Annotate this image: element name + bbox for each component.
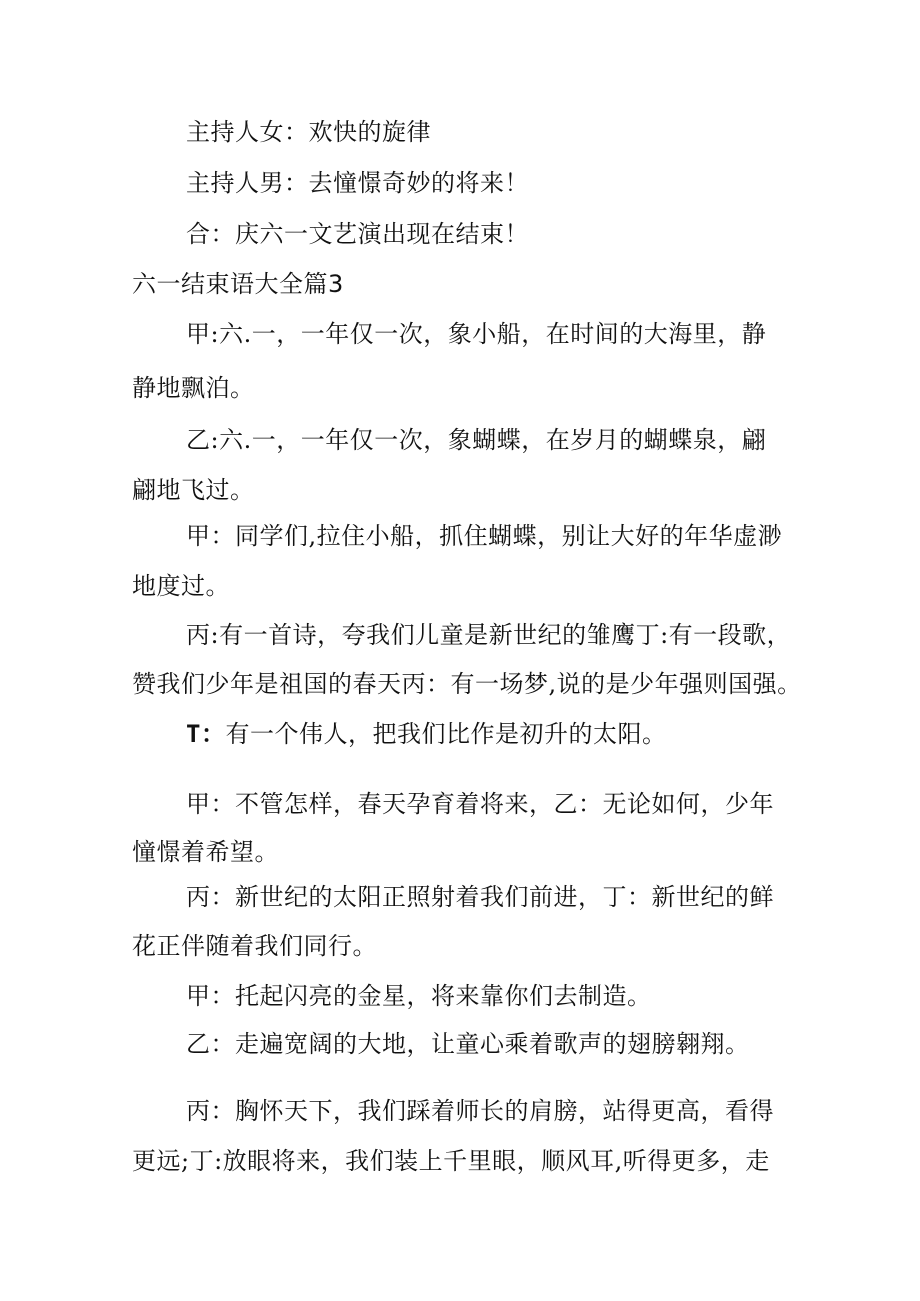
- paragraph-line: 丙:有一首诗，夸我们儿童是新世纪的雏鹰丁:有一段歌，: [186, 621, 792, 649]
- paragraph-line: 憧憬着希望。: [132, 838, 279, 866]
- paragraph-line: 甲：托起闪亮的金星，将来靠你们去制造。: [186, 982, 652, 1010]
- speaker-label: T：: [186, 720, 226, 748]
- paragraph-line: 更远;丁:放眼将来，我们装上千里眼，顺风耳,听得更多，走: [132, 1147, 770, 1175]
- paragraph-line: 地度过。: [132, 572, 230, 600]
- paragraph-text: 有一个伟人，把我们比作是初升的太阳。: [225, 720, 667, 748]
- paragraph-line: [186, 718, 666, 750]
- paragraph-line: 乙:六.一，一年仅一次，象蝴蝶，在岁月的蝴蝶泉，翩: [186, 426, 767, 454]
- paragraph-line: 翩地飞过。: [132, 476, 255, 504]
- paragraph-line: 丙：胸怀天下，我们踩着师长的肩膀，站得更高，看得: [186, 1097, 774, 1125]
- paragraph-line: 甲:六.一，一年仅一次，象小船，在时间的大海里，静: [186, 320, 767, 348]
- paragraph-line: 甲：不管怎样，春天孕育着将来，乙：无论如何，少年: [186, 790, 774, 818]
- paragraph-line: 丙：新世纪的太阳正照射着我们前进，丁：新世纪的鲜: [186, 883, 774, 911]
- paragraph-line: 甲：同学们,拉住小船，抓住蝴蝶，别让大好的年华虚渺: [186, 522, 783, 550]
- paragraph-line: 主持人女：欢快的旋律: [186, 118, 431, 146]
- paragraph-line: 静地飘泊。: [132, 374, 255, 402]
- paragraph-line: 合：庆六一文艺演出现在结束！: [186, 220, 529, 248]
- paragraph-line: 主持人男：去憧憬奇妙的将来！: [186, 169, 529, 197]
- paragraph-line: 赞我们少年是祖国的春天丙：有一场梦,说的是少年强则国强。: [132, 670, 802, 698]
- paragraph-line: 花正伴随着我们同行。: [132, 932, 377, 960]
- paragraph-line: 乙：走遍宽阔的大地，让童心乘着歌声的翅膀翱翔。: [186, 1030, 750, 1058]
- section-heading: 六一结束语大全篇3: [132, 270, 344, 298]
